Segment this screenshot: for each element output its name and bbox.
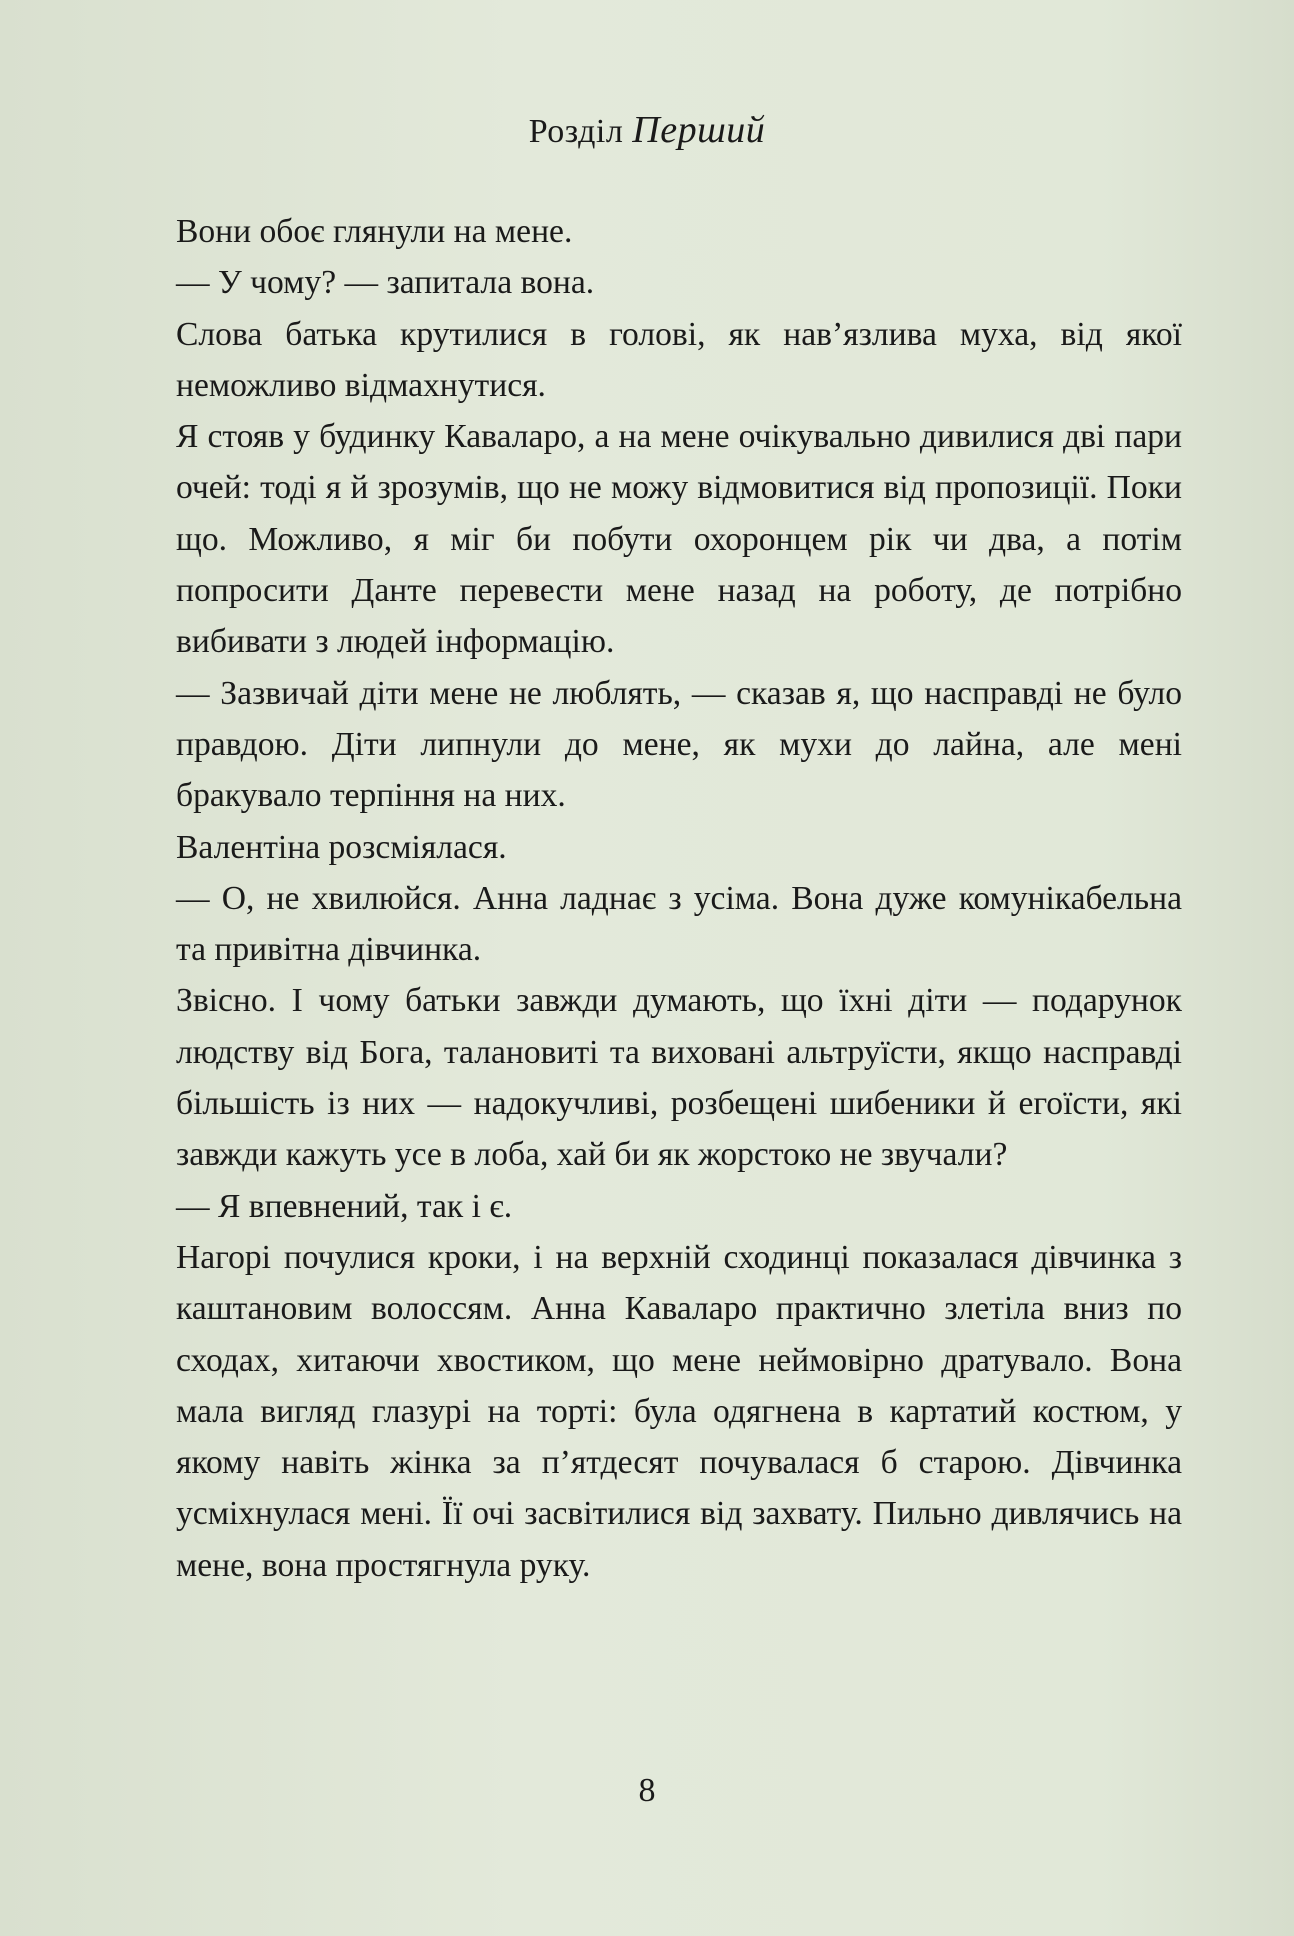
paragraph: Слова батька крутилися в голові, як нав’язлива муха, від якої неможливо відмахнутися. (176, 315, 1182, 404)
paragraph: Нагорі почулися кроки, і на верхній сходинці показалася дівчинка з каштановим волоссям. Анна Каваларо практично злетіла вниз по сходах, хитаючи хвостиком, що мене неймовірно дратувало. Вона мала вигляд глазурі на торті: була одягнена в картатий костюм, у якому навіть жінка за п’ятдесят почувалася б старою. Дівчинка усміхнулася мені. Її очі засвітилися від захвату. Пильно дивлячись на мене, вона простягнула руку. (176, 1238, 1182, 1584)
page-number: 8 (638, 1772, 656, 1809)
header-prefix: Розділ (528, 113, 624, 150)
running-header (0, 108, 1294, 152)
paragraph: Я стояв у будинку Каваларо, а на мене очікувально дивилися дві пари очей: тоді я й зрозумів, що не можу відмовитися від пропозиції. Поки що. Можливо, я міг би побути охоронцем рік чи два, а потім попросити Данте перевести мене назад на роботу, де потрібно вибивати з людей інформацію. (176, 418, 1182, 661)
header-chapter-title: Перший (632, 109, 766, 151)
paragraph: Вони обоє глянули на мене. (176, 213, 573, 250)
body-text (176, 206, 1182, 1591)
paragraph: — Зазвичай діти мене не люблять, — сказав я, що насправді не було правдою. Діти липнули до мене, як мухи до лайна, але мені бракувало терпіння на них. (176, 674, 1182, 815)
paragraph: Звісно. І чому батьки завжди думають, що їхні діти — подарунок людству від Бога, талановиті та виховані альтруїсти, якщо насправді більшість із них — надокучливі, розбещені шибеники й егоїсти, які завжди кажуть усе в лоба, хай би як жорстоко не звучали? (176, 982, 1182, 1174)
paragraph: — Я впевнений, так і є. (176, 1187, 513, 1225)
paragraph: — О, не хвилюйся. Анна ладнає з усіма. Вона дуже комунікабельна та привітна дівчинка. (176, 879, 1182, 969)
paragraph: — У чому? — запитала вона. (176, 264, 595, 302)
paragraph: Валентіна розсміялася. (176, 828, 507, 866)
